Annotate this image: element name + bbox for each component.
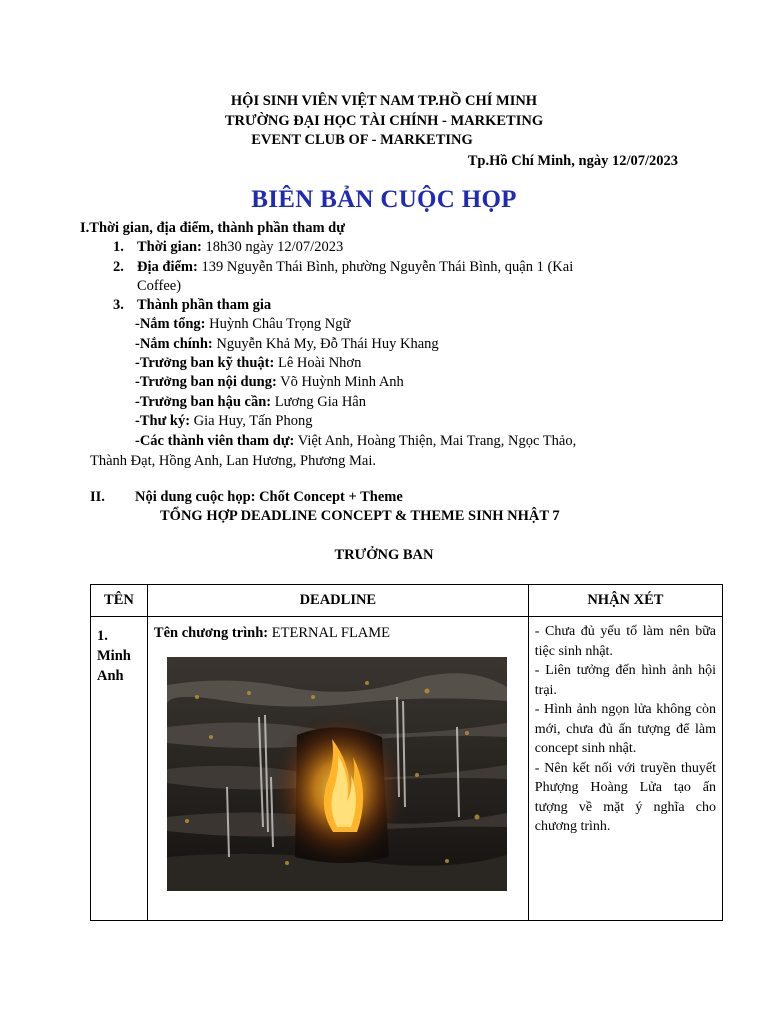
header-label: DEADLINE (299, 592, 377, 608)
item-label: Thành phần tham gia (137, 297, 272, 313)
comment-item: - Chưa đủ yếu tố làm nên bữa tiệc sinh nhật. (534, 624, 716, 659)
member-names: Lương Gia Hân (271, 394, 366, 410)
table-row (91, 617, 723, 921)
comment-item: - Liên tưởng đến hình ảnh hội trại. (534, 663, 716, 698)
header-line-2: TRƯỜNG ĐẠI HỌC TÀI CHÍNH - MARKETING (224, 113, 544, 129)
member-row (135, 355, 361, 372)
item-location-cont: Coffee) (137, 278, 182, 294)
member-row (135, 374, 404, 391)
section1-heading: I.Thời gian, địa điểm, thành phần tham dự (80, 220, 345, 236)
header-cell-deadline (147, 585, 528, 617)
comment-cell (528, 617, 722, 921)
table-header-row (91, 585, 723, 617)
document-title: BIÊN BẢN CUỘC HỌP (251, 186, 517, 213)
header-cell-comment (528, 585, 722, 617)
section2-heading: Nội dung cuộc họp: Chốt Concept + Theme (135, 489, 403, 505)
item-number: 1. (113, 239, 124, 255)
member-row (135, 394, 366, 411)
member-names: Gia Huy, Tấn Phong (190, 413, 313, 429)
program-name (148, 617, 528, 642)
member-role: -Thư ký: (135, 413, 191, 429)
header-cell-name (91, 585, 148, 617)
section2-subheading: TỔNG HỢP DEADLINE CONCEPT & THEME SINH NHẬT 7 (160, 508, 560, 524)
member-row (135, 336, 439, 353)
member-role: -Nắm tổng: (135, 316, 206, 332)
member-row (135, 433, 576, 450)
item-number: 2. (113, 259, 124, 275)
comment-list (529, 617, 722, 837)
member-row (135, 316, 350, 333)
member-row (135, 413, 312, 430)
member-role: -Trưởng ban hậu cần: (135, 394, 272, 410)
member-name-line: Anh (97, 668, 124, 684)
item-label: Địa điểm: (137, 259, 198, 275)
member-names: Nguyễn Khả My, Đỗ Thái Huy Khang (212, 336, 439, 352)
member-names: Việt Anh, Hoàng Thiện, Mai Trang, Ngọc Thảo, (294, 433, 577, 449)
member-role: -Các thành viên tham dự: (135, 433, 295, 449)
name-cell (91, 617, 148, 921)
eternal-flame-waterfall-photo (167, 657, 507, 891)
member-role: -Trưởng ban nội dung: (135, 374, 277, 390)
deadline-table (90, 584, 723, 921)
header-line-3: EVENT CLUB OF - MARKETING (251, 132, 473, 148)
header-label: TÊN (104, 592, 134, 608)
place-date: Tp.Hồ Chí Minh, ngày 12/07/2023 (467, 153, 678, 169)
section2-number: II. (90, 489, 105, 505)
program-value: ETERNAL FLAME (268, 625, 391, 641)
member-role: -Trưởng ban kỹ thuật: (135, 355, 275, 371)
member-names: Lê Hoài Nhơn (274, 355, 362, 371)
member-names: Huỳnh Châu Trọng Ngữ (205, 316, 351, 332)
comment-item: - Hình ảnh ngọn lửa không còn mới, chưa đủ ấn tượng để làm concept sinh nhật. (534, 702, 716, 756)
header-line-1: HỘI SINH VIÊN VIỆT NAM TP.HỒ CHÍ MINH (230, 93, 538, 109)
item-value: 139 Nguyễn Thái Bình, phường Nguyễn Thái Bình, quận 1 (Kai (197, 259, 574, 275)
item-label: Thời gian: (137, 239, 202, 255)
member-names: Võ Huỳnh Minh Anh (276, 374, 404, 390)
group-title: TRƯỞNG BAN (334, 547, 434, 563)
program-label: Tên chương trình: (153, 625, 269, 641)
member-row-cont: Thành Đạt, Hồng Anh, Lan Hương, Phương Mai. (90, 453, 376, 469)
item-time (113, 239, 343, 256)
row-number: 1. (97, 628, 108, 644)
item-number: 3. (113, 297, 124, 313)
comment-item: - Nên kết nối với truyền thuyết Phượng Hoàng Lửa tạo ấn tượng về mặt ý nghĩa cho chương trình. (534, 760, 716, 834)
deadline-cell (147, 617, 528, 921)
member-role: -Nắm chính: (135, 336, 213, 352)
member-name-line: Minh (97, 648, 131, 664)
header-label: NHẬN XÉT (587, 592, 664, 608)
item-location (113, 259, 573, 276)
item-value: 18h30 ngày 12/07/2023 (201, 239, 344, 255)
item-participants (113, 297, 271, 314)
